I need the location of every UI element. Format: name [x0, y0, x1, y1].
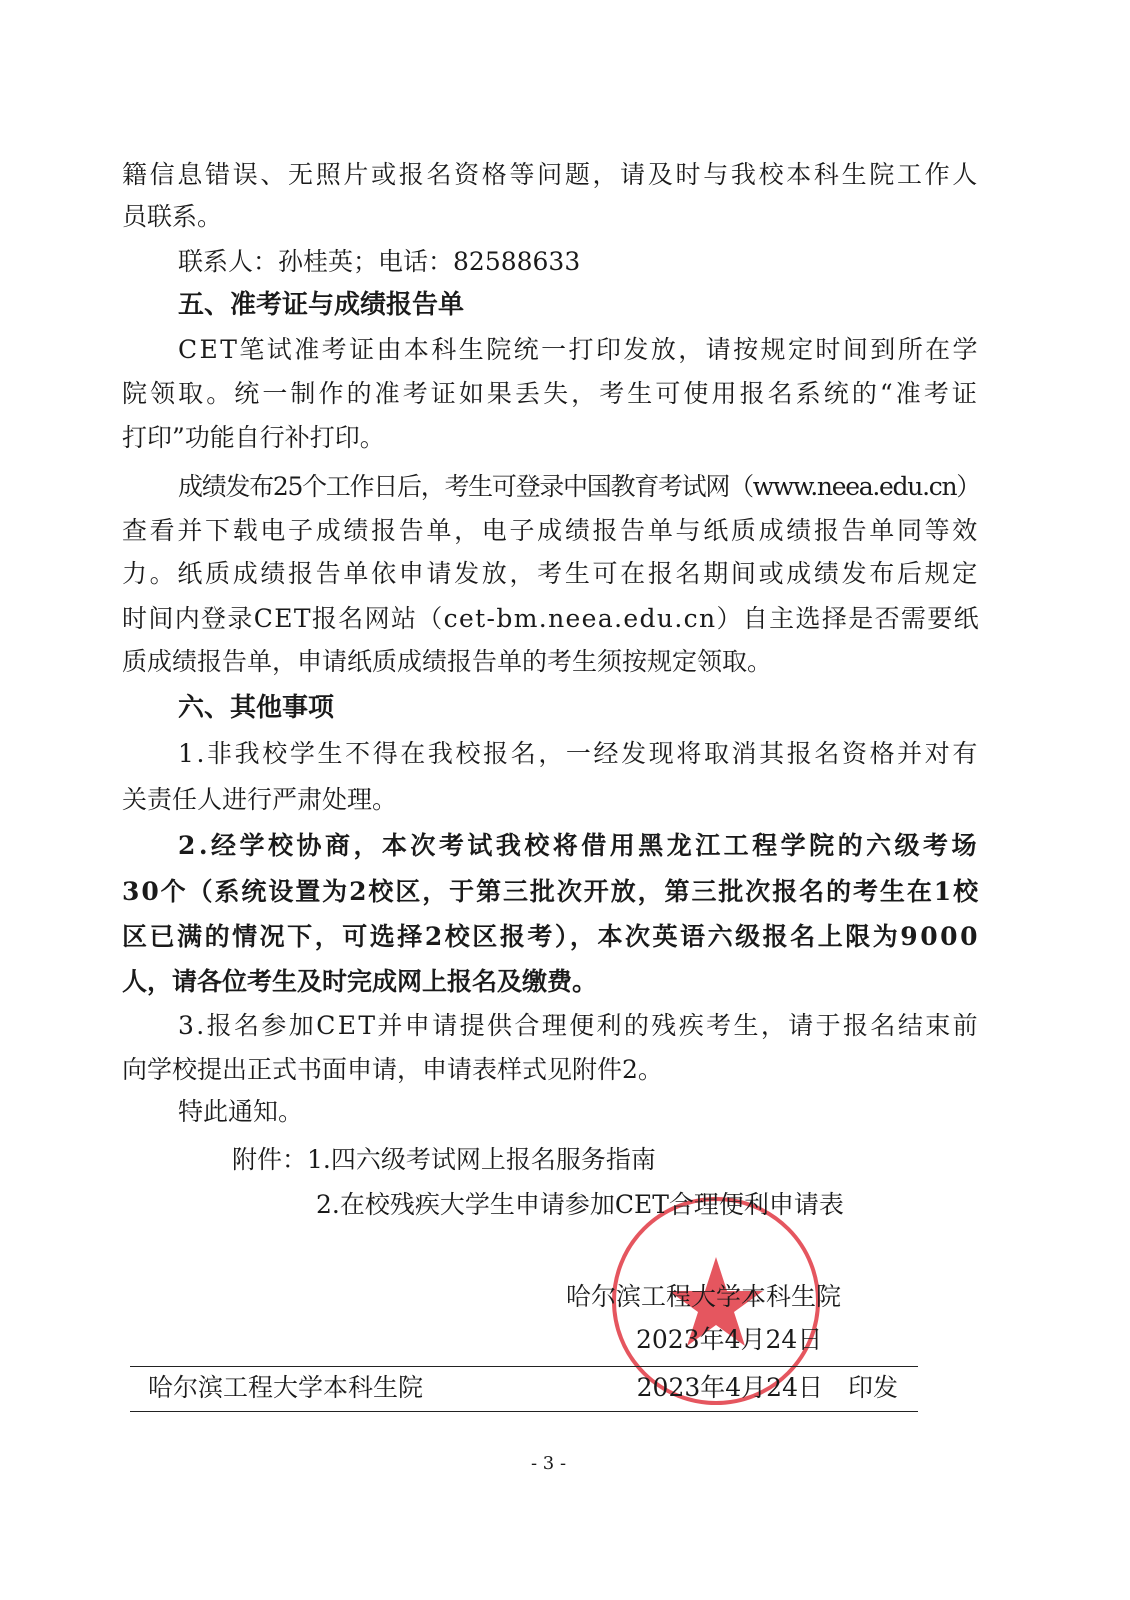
- paragraph-line: 成绩发布25个工作日后，考生可登录中国教育考试网（www.neea.edu.cn）: [178, 472, 980, 501]
- footer-divider-top: [130, 1366, 918, 1367]
- paragraph-line: 员联系。: [122, 202, 223, 231]
- paragraph-line: CET笔试准考证由本科生院统一打印发放，请按规定时间到所在学: [178, 335, 980, 364]
- contact-line: 联系人：孙桂英；电话：82588633: [178, 247, 581, 276]
- bold-paragraph-line: 30个（系统设置为2校区，于第三批次开放，第三批次报名的考生在1校: [122, 877, 980, 906]
- bold-paragraph-line: 人，请各位考生及时完成网上报名及缴费。: [122, 967, 598, 996]
- closing-line: 特此通知。: [178, 1097, 304, 1126]
- paragraph-line: 质成绩报告单，申请纸质成绩报告单的考生须按规定领取。: [122, 647, 773, 676]
- signature-date: 2023年4月24日: [636, 1325, 823, 1354]
- page-number: - 3 -: [530, 1453, 567, 1474]
- paragraph-line: 力。纸质成绩报告单依申请发放，考生可在报名期间或成绩发布后规定: [122, 559, 980, 588]
- paragraph-line: 打印”功能自行补打印。: [122, 423, 385, 452]
- paragraph-line: 院领取。统一制作的准考证如果丢失，考生可使用报名系统的“准考证: [122, 379, 980, 408]
- paragraph-line: 时间内登录CET报名网站（cet-bm.neea.edu.cn）自主选择是否需要纸: [122, 604, 980, 633]
- footer-issued-date: 2023年4月24日 印发: [636, 1373, 898, 1402]
- bold-paragraph-line: 2.经学校协商，本次考试我校将借用黑龙江工程学院的六级考场: [178, 831, 980, 860]
- attachment-2: 2.在校残疾大学生申请参加CET合理便利申请表: [316, 1190, 844, 1219]
- signature-org: 哈尔滨工程大学本科生院: [566, 1282, 842, 1311]
- footer-divider-bottom: [130, 1411, 918, 1412]
- footer-issuer: 哈尔滨工程大学本科生院: [148, 1373, 424, 1402]
- attachment-1: 附件：1.四六级考试网上报名服务指南: [232, 1145, 656, 1174]
- bold-paragraph-line: 区已满的情况下，可选择2校区报考），本次英语六级报名上限为9000: [122, 922, 980, 951]
- paragraph-line: 1.非我校学生不得在我校报名，一经发现将取消其报名资格并对有: [178, 739, 980, 768]
- paragraph-line: 3.报名参加CET并申请提供合理便利的残疾考生，请于报名结束前: [178, 1011, 980, 1040]
- paragraph-line: 向学校提出正式书面申请，申请表样式见附件2。: [122, 1055, 663, 1084]
- paragraph-line: 查看并下载电子成绩报告单，电子成绩报告单与纸质成绩报告单同等效: [122, 516, 980, 545]
- paragraph-line: 关责任人进行严肃处理。: [122, 785, 398, 814]
- section-heading-6: 六、其他事项: [178, 693, 335, 723]
- paragraph-line: 籍信息错误、无照片或报名资格等问题，请及时与我校本科生院工作人: [122, 160, 980, 189]
- section-heading-5: 五、准考证与成绩报告单: [178, 290, 465, 320]
